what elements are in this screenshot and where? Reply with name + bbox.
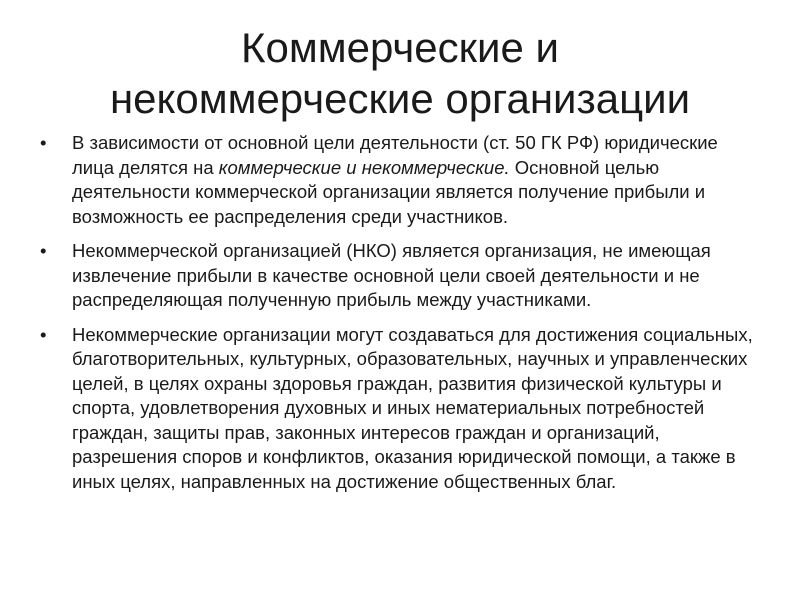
slide-title-line-2: некоммерческие организации: [109, 75, 691, 122]
bullet-text-1: [72, 132, 718, 227]
bullet-marker: •: [40, 240, 47, 261]
bullet-item-2: [40, 239, 755, 313]
bullet-marker: •: [40, 132, 47, 153]
bullet-1-emphasis: коммерческие и некоммерческие.: [218, 156, 510, 178]
slide-title: [0, 22, 800, 124]
bullet-1-part-2: Основной целью деятельности коммерческой организации является получение прибыли и возможность ее распределения среди участников.: [72, 156, 706, 227]
bullet-item-3: [40, 323, 755, 495]
bullet-marker: •: [40, 323, 47, 345]
bullet-1-part-1: В зависимости от основной цели деятельности (ст. 50 ГК РФ) юридические лица делятся на: [72, 132, 718, 178]
bullet-text-3: Некоммерческие организации могут создаваться для достижения социальных, благотворительных, культурных, образовательных, научных и управленческих целей, в целях охраны здоровья граждан, развития физической культуры и спорта, удовлетворения духовных и иных нематериальных потребностей граждан, защиты прав, законных интересов граждан и организаций, разрешения споров и конфликтов, оказания юридической помощи, а также в иных целях, направленных на достижение общественных благ.: [72, 323, 753, 492]
bullet-item-1: [40, 131, 755, 229]
slide-title-line-1: Коммерческие и: [241, 24, 559, 71]
bullet-list: [40, 131, 755, 504]
bullet-text-2: Некоммерческой организацией (НКО) является организация, не имеющая извлечение прибыли в качестве основной цели своей деятельности и не распределяющая полученную прибыль между участниками.: [72, 240, 711, 310]
